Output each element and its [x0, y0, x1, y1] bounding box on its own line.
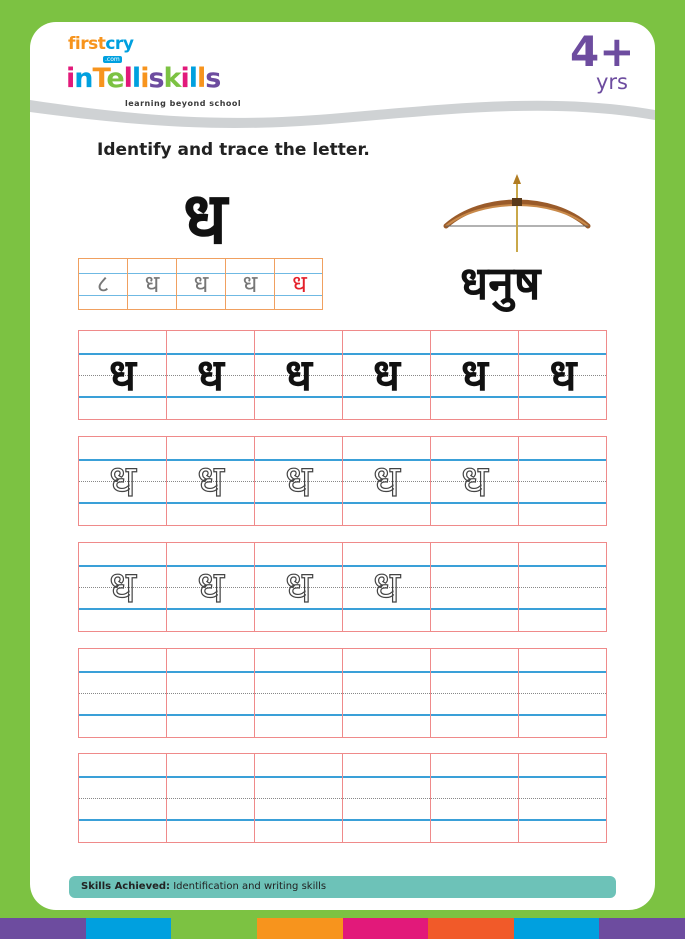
- trace-letter-cell: ध: [79, 437, 167, 525]
- trace-letter-cell: ध: [167, 543, 255, 631]
- blank-writing-cell[interactable]: [519, 437, 607, 525]
- blank-writing-cell[interactable]: [255, 754, 343, 842]
- firstcry-logo: firstcry: [68, 34, 134, 54]
- blank-writing-cell[interactable]: [343, 754, 431, 842]
- strip-segment: [257, 918, 343, 939]
- blank-writing-cell[interactable]: [519, 649, 607, 737]
- blank-writing-cell[interactable]: [431, 754, 519, 842]
- trace-letter-cell: ध: [343, 543, 431, 631]
- strip-segment: [428, 918, 514, 939]
- strip-segment: [343, 918, 429, 939]
- trace-letter-cell: ध: [255, 543, 343, 631]
- strip-segment: [171, 918, 257, 939]
- strip-segment: [514, 918, 600, 939]
- worksheet-page: [30, 22, 655, 910]
- trace-letter-cell: ध: [79, 331, 167, 419]
- logo-letter: n: [74, 63, 93, 94]
- logo-letter: s: [205, 63, 221, 94]
- blank-writing-cell[interactable]: [431, 649, 519, 737]
- trace-letter-cell: ध: [343, 331, 431, 419]
- trace-letter-cell: ध: [79, 543, 167, 631]
- logo-letter: i: [140, 63, 149, 94]
- skills-achieved-bar: [69, 876, 616, 898]
- trace-letter-cell: ध: [431, 437, 519, 525]
- strip-segment: [0, 918, 86, 939]
- logo-letter: l: [197, 63, 206, 94]
- blank-writing-cell[interactable]: [519, 754, 607, 842]
- stroke-order-strip: [78, 258, 323, 310]
- trace-row: [78, 648, 607, 738]
- blank-writing-cell[interactable]: [167, 649, 255, 737]
- age-unit: yrs: [596, 70, 629, 94]
- blank-writing-cell[interactable]: [255, 649, 343, 737]
- trace-letter-cell: ध: [167, 437, 255, 525]
- instruction-text: Identify and trace the letter.: [97, 140, 370, 160]
- logo-letter: i: [66, 63, 75, 94]
- blank-writing-cell[interactable]: [343, 649, 431, 737]
- trace-row: [78, 330, 607, 420]
- stroke-step: ध: [177, 259, 226, 309]
- stroke-step: ध: [226, 259, 275, 309]
- firstcry-dotcom: .com: [105, 56, 120, 63]
- logo-letter: k: [163, 63, 181, 94]
- stroke-step: ध: [128, 259, 177, 309]
- trace-letter-cell: ध: [549, 350, 577, 401]
- stroke-step: ध: [292, 270, 307, 298]
- trace-row: [78, 753, 607, 843]
- stroke-step: ८: [79, 259, 128, 309]
- trace-letter-cell: ध: [343, 437, 431, 525]
- age-number: 4+: [570, 27, 635, 76]
- blank-writing-cell[interactable]: [79, 649, 167, 737]
- logo-letter: s: [148, 63, 164, 94]
- featured-letter: ध: [182, 176, 228, 260]
- trace-row: [78, 436, 607, 526]
- skills-text: Identification and writing skills: [170, 881, 327, 892]
- blank-writing-cell[interactable]: [519, 543, 607, 631]
- word-dhanush: धनुष: [460, 256, 541, 310]
- logo-letter: T: [92, 63, 107, 94]
- trace-row: [78, 542, 607, 632]
- logo-letter: l: [188, 63, 198, 94]
- logo-letter: i: [180, 63, 189, 94]
- brand-tagline: learning beyond school: [125, 99, 242, 108]
- strip-segment: [599, 918, 685, 939]
- bow-arrow-icon: [442, 174, 592, 254]
- skills-label: Skills Achieved:: [81, 881, 171, 892]
- intelliskills-logo: [66, 64, 220, 94]
- trace-letter-cell: ध: [255, 331, 343, 419]
- color-strip: [0, 918, 685, 939]
- blank-writing-cell[interactable]: [167, 754, 255, 842]
- logo-letter: e: [106, 63, 124, 94]
- logo-letter: l: [123, 63, 132, 94]
- trace-letter-cell: ध: [167, 331, 255, 419]
- strip-segment: [86, 918, 172, 939]
- blank-writing-cell[interactable]: [431, 543, 519, 631]
- blank-writing-cell[interactable]: [79, 754, 167, 842]
- logo-letter: l: [131, 63, 141, 94]
- trace-letter-cell: ध: [255, 437, 343, 525]
- trace-letter-cell: ध: [431, 331, 519, 419]
